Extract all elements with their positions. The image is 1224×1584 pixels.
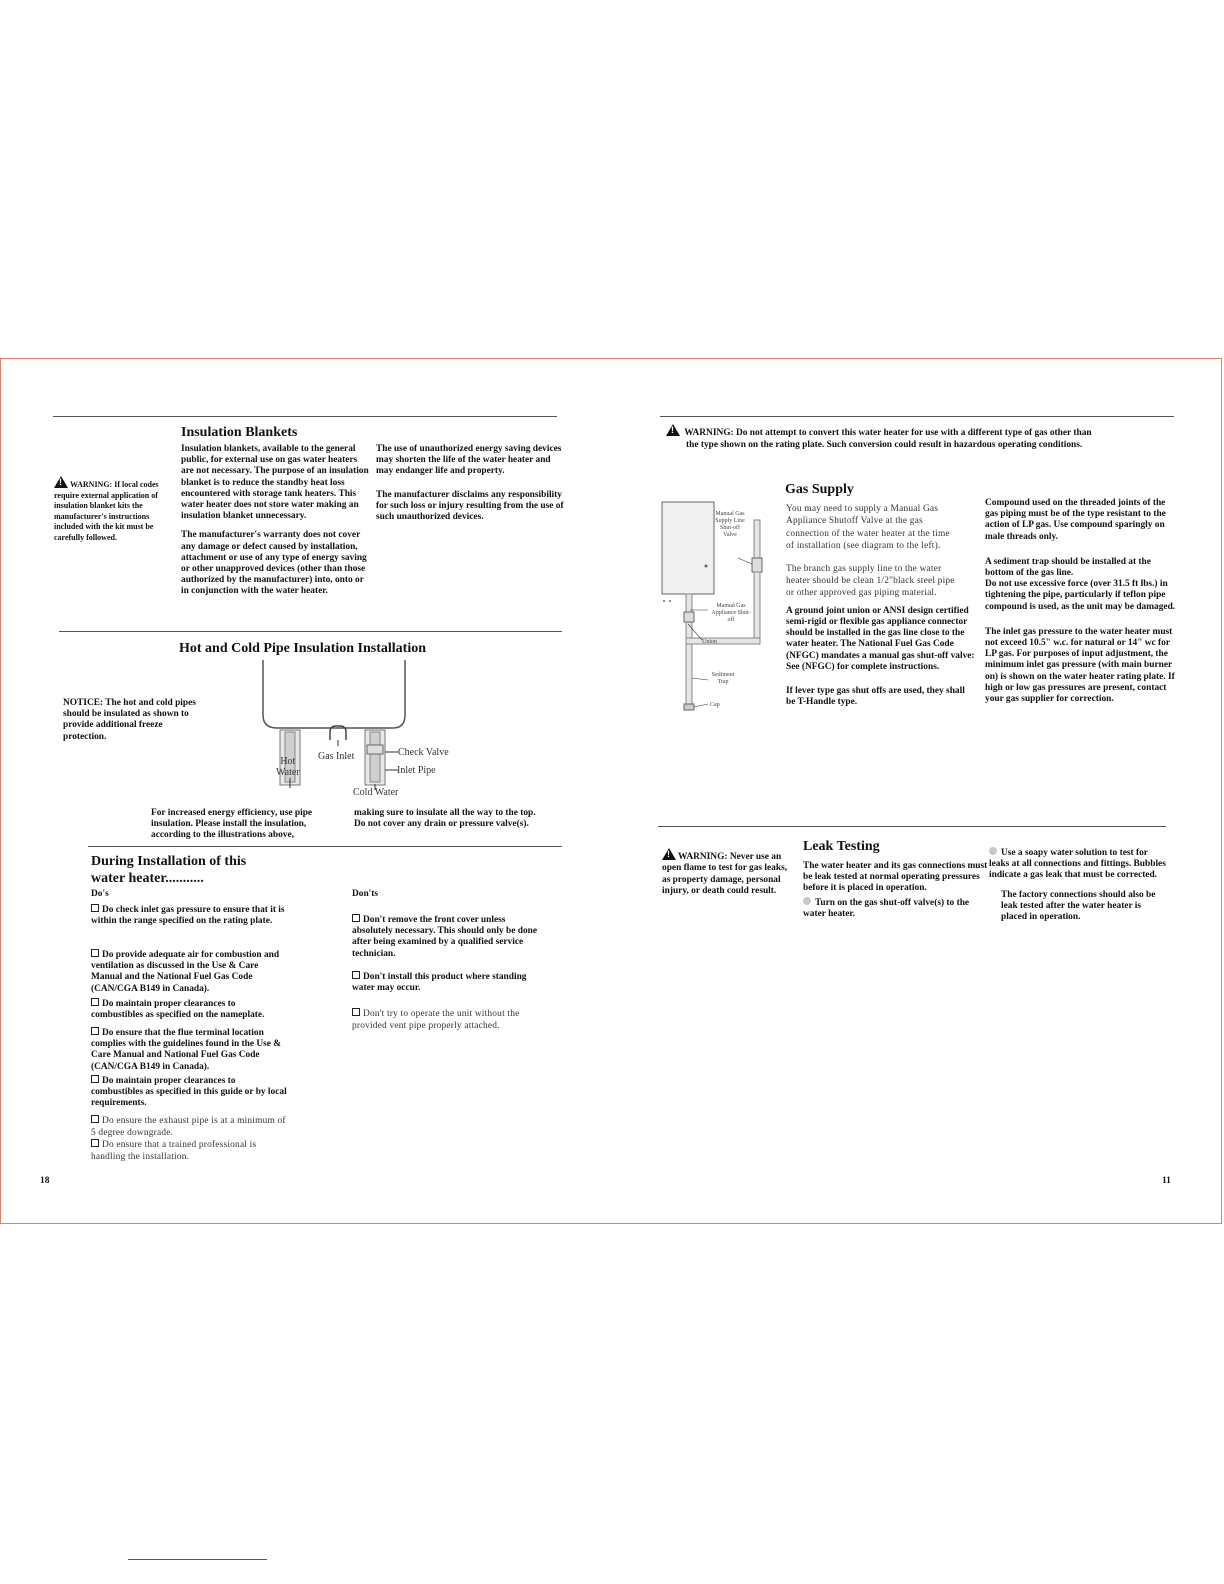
gas-supply-r1: Compound used on the threaded joints of the gas piping must be of the type resistant to the action of LP gas. Use compound sparingly on male threads only.	[985, 498, 1166, 542]
dos-item-2	[91, 949, 289, 995]
top-warning	[666, 424, 1171, 451]
donts-item-1-text: Don't remove the front cover unless absolutely necessary. This should only be done after being examined by a qualified service technician.	[352, 915, 538, 959]
dos-item-6	[91, 1115, 289, 1140]
checkbox-icon	[91, 1027, 99, 1035]
label-cold-water: Cold Water	[353, 787, 399, 798]
bullet-icon	[803, 897, 811, 905]
leak-testing-bullet1	[803, 897, 989, 920]
gas-supply-p3: A ground joint union or ANSI design certified semi-rigid or flexible gas appliance connector should be installed in the gas line close to the water heater. The National Fuel Gas Code (NFGC) mandates a manual gas shut-off valve: See (NFGC) for complete instructions.	[786, 605, 975, 672]
dos-item-4-text: Do ensure that the flue terminal location complies with the guidelines found in the Use & Care Manual and National Fuel Gas Code (CAN/CGA B149 in Canada).	[91, 1028, 282, 1072]
insulation-col2-p1: The use of unauthorized energy saving devices may shorten the life of the water heater and may endanger life and property.	[376, 444, 562, 477]
divider-top-left	[53, 416, 557, 417]
insulation-col2	[376, 444, 568, 531]
checkbox-icon	[352, 914, 360, 922]
dos-item-2-text: Do provide adequate air for combustion and ventilation as discussed in the Use & Care Manual and the National Fuel Gas Code (CAN/CGA B149 in Canada).	[91, 950, 280, 994]
cold-pipe	[370, 732, 380, 782]
pipe-insulation-title: Hot and Cold Pipe Insulation Installation	[179, 641, 427, 656]
divider-top-right	[660, 416, 1174, 417]
during-title-line1: During Installation of this	[91, 854, 247, 869]
insulation-warning	[54, 476, 174, 543]
dos-item-4	[91, 1027, 289, 1073]
donts-item-1	[352, 914, 544, 960]
water-heater-unit	[662, 502, 714, 594]
checkbox-icon	[352, 1008, 360, 1016]
dos-item-7-text: Do ensure that a trained professional is handling the installation.	[91, 1140, 257, 1163]
checkbox-icon	[91, 998, 99, 1006]
cap	[684, 704, 694, 710]
divider-mid-left	[59, 631, 562, 632]
dos-heading: Do's	[91, 889, 109, 899]
pipe-caption-left: For increased energy efficiency, use pipe insulation. Please install the insulation, according to the illustrations above,	[151, 808, 313, 841]
donts-item-2	[352, 971, 550, 994]
bullet-icon	[989, 847, 997, 855]
label-manual-gas-supply-valve: Manual Gas Supply Line Shut-off Valve	[715, 511, 745, 538]
during-title	[91, 853, 246, 887]
label-gas-inlet: Gas Inlet	[318, 751, 355, 762]
insulation-col1	[181, 444, 371, 606]
insulation-col2-p2: The manufacturer disclaims any responsibility for such loss or injury resulting from the use of such unauthorized devices.	[376, 489, 564, 523]
gas-supply-r3: Do not use excessive force (over 31.5 ft lbs.) in tightening the pipe, particularly if teflon pipe compound is used, as the unit may be damaged.	[985, 579, 1176, 612]
label-water: Water	[276, 767, 300, 778]
gas-supply-pipe-top	[754, 520, 760, 560]
leak-testing-p1: The water heater and its gas connections must be leak tested at normal operating pressures before it is placed in operation.	[803, 861, 988, 894]
pipe-caption-right-a: making sure to insulate all the way to the top.	[354, 808, 536, 818]
gas-supply-p4: If lever type gas shut offs are used, they shall be T-Handle type.	[786, 686, 965, 708]
gas-supply-title: Gas Supply	[785, 482, 854, 497]
gas-supply-col2	[985, 498, 1177, 713]
leak-testing-title: Leak Testing	[803, 839, 880, 854]
gas-supply-p1: You may need to supply a Manual Gas Appliance Shutoff Valve at the gas connection of the water heater at the time of installation (see diagram to the left).	[786, 504, 950, 552]
appliance-shutoff-valve	[684, 612, 694, 622]
label-manual-gas-appliance: Manual Gas Appliance Shut-off	[711, 603, 751, 623]
checkbox-icon	[91, 1075, 99, 1083]
leak-testing-col1	[803, 861, 989, 928]
dos-item-7	[91, 1139, 289, 1164]
pipe-caption-right-b: cover any drain or pressure valve(s).	[380, 819, 529, 830]
donts-item-3-text: Don't try to operate the unit without the provided vent pipe properly attached.	[352, 1009, 520, 1032]
insulation-warning-text: WARNING: If local codes require external application of insulation blanket kits the manufacturer's instructions included with the kit must be carefully followed.	[54, 480, 159, 542]
top-warning-line1: WARNING: Do not attempt to convert this water heater for use with a different type of gas other than	[684, 428, 1092, 438]
checkbox-icon	[352, 971, 360, 979]
leak-warning-text: WARNING: Never use an open flame to test for gas leaks, as property damage, personal injury, or death could result.	[662, 852, 788, 896]
leak-warning	[662, 848, 796, 897]
pipe-caption-right-bold: Do not	[354, 819, 381, 830]
warning-icon	[54, 476, 68, 488]
label-check-valve: Check Valve	[398, 747, 449, 758]
dos-item-3	[91, 998, 289, 1021]
gas-supply-col1	[786, 503, 975, 716]
leak-testing-p2: The factory connections should also be leak tested after the water heater is placed in operation.	[1001, 889, 1156, 923]
label-sediment-trap: Sediment Trap	[711, 672, 735, 685]
insulation-col1-p1: Insulation blankets, available to the general public, for external use on gas water heaters are not necessary. The purpose of an insulation blanket is to reduce the standby heat loss encountered with storage tank heaters. This water heater does not store water making an insulation blanket unnecessary.	[181, 444, 369, 522]
divider-bottom-left	[88, 846, 562, 847]
dos-item-5	[91, 1075, 289, 1110]
donts-item-2-text: Don't install this product where standing water may occur.	[352, 972, 527, 994]
divider-mid-right	[658, 826, 1166, 827]
check-valve	[367, 745, 383, 754]
label-hot-water	[276, 756, 300, 778]
gas-supply-p2: The branch gas supply line to the water heater should be clean 1/2"black steel pipe or other approved gas piping material.	[786, 563, 955, 599]
during-title-line2: water heater...........	[91, 871, 204, 886]
gas-supply-pipe-vertical	[754, 572, 760, 638]
checkbox-icon	[91, 1115, 99, 1123]
donts-item-3	[352, 1008, 542, 1033]
dos-item-6-text: Do ensure the exhaust pipe is at a minimum of 5 degree downgrade.	[91, 1116, 286, 1139]
label-union: Union	[702, 639, 717, 645]
gas-supply-r2: A sediment trap should be installed at the bottom of the gas line.	[985, 556, 1151, 579]
sediment-trap-pipe	[686, 644, 692, 704]
blue-underline-mark	[128, 1559, 267, 1560]
dos-item-1	[91, 904, 289, 927]
insulation-col1-p2: The manufacturer's warranty does not cover any damage or defect caused by installation, attachment or use of any type of energy saving or other unapproved devices (other than those authorized by the manufacturer) into, onto or in conjunction with the water heater.	[181, 530, 367, 597]
dos-item-1-text: Do check inlet gas pressure to ensure that it is within the range specified on the rating plate.	[91, 905, 285, 927]
top-warning-line2: the type shown on the rating plate. Such conversion could result in hazardous operating conditions.	[686, 439, 1083, 450]
checkbox-icon	[91, 1139, 99, 1147]
label-cap: Cap	[710, 702, 720, 708]
leak-testing-bullet1-text: Turn on the gas shut-off valve(s) to the water heater.	[803, 897, 970, 919]
page-number-right: 11	[1162, 1176, 1171, 1186]
pipe-notice: NOTICE: The hot and cold pipes should be insulated as shown to provide additional freeze protection.	[63, 698, 196, 742]
dos-item-3-text: Do maintain proper clearances to combustibles as specified on the nameplate.	[91, 999, 265, 1021]
insulation-title: Insulation Blankets	[181, 425, 298, 440]
pipe-caption-right	[354, 808, 544, 830]
label-inlet-pipe: Inlet Pipe	[397, 765, 436, 776]
warning-icon	[666, 424, 680, 436]
leak-testing-bullet2	[989, 847, 1169, 882]
gas-supply-valve	[752, 558, 762, 572]
page-number-left: 18	[40, 1176, 50, 1186]
heater-body-outline	[263, 660, 405, 728]
gas-supply-r4: The inlet gas pressure to the water heater must not exceed 10.5" w.c. for natural or 14" wc for LP gas. For purposes of input adjustment, the minimum inlet gas pressure (with main burner on) is shown on the water heater rating plate. If high or low gas pressures are present, contact your gas supplier for correction.	[985, 626, 1175, 705]
checkbox-icon	[91, 949, 99, 957]
warning-icon	[662, 848, 676, 860]
leak-testing-bullet2-text: Use a soapy water solution to test for leaks at all connections and fittings. Bubbles indicate a gas leak that must be corrected.	[989, 848, 1166, 881]
dos-item-5-text: Do maintain proper clearances to combustibles as specified in this guide or by local requirements.	[91, 1076, 287, 1109]
donts-heading: Don'ts	[352, 889, 379, 899]
leak-testing-col2	[989, 847, 1169, 931]
horizontal-gas-pipe	[686, 638, 760, 644]
label-hot: Hot	[280, 756, 296, 767]
checkbox-icon	[91, 904, 99, 912]
